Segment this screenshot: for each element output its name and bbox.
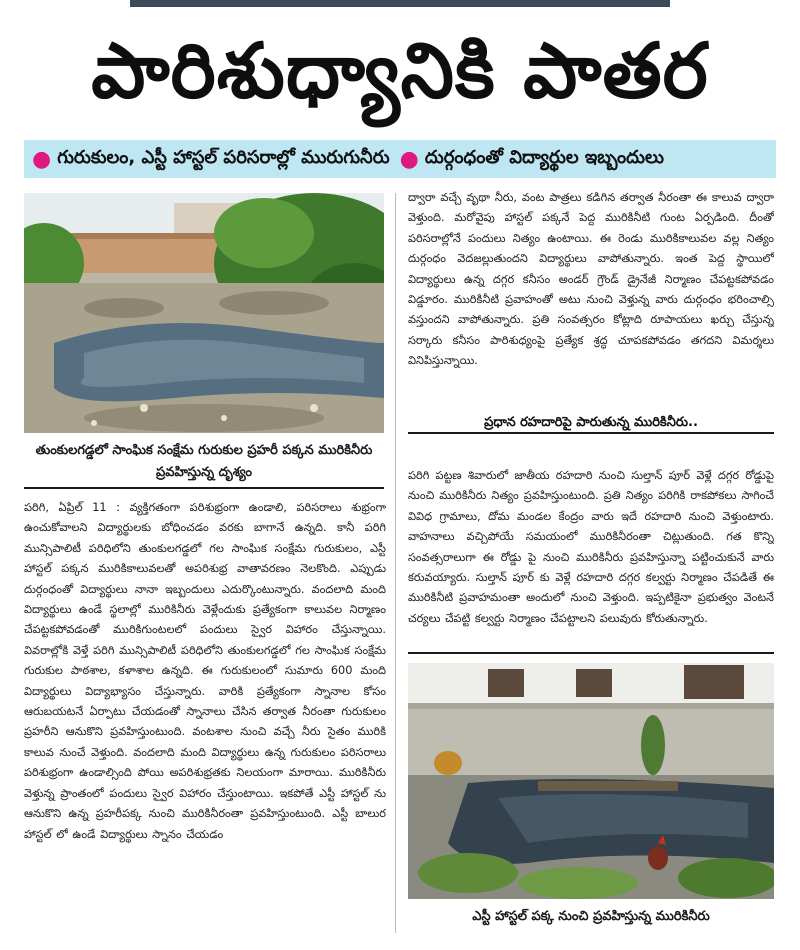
article-column-left: పరిగి, ఏప్రిల్ 11 : వ్యక్తిగతంగా పరిశుభ్రంగా ఉండాలి, పరిసరాలు శుభ్రంగా ఉంచుకోవాలని విద్యార్థులకు బోధించడం వరకు బాగానే ఉన్నది. కానీ పరిగి మున్సిపాలిటీ పరిధిలోని తుంకులగడ్డలో గల సాంఘిక సంక్షేమ గురుకులం, ఎస్టీ హాస్టల్ పక్కన మురికికాలువలతో అపరిశుభ్ర వాతావరణం నెలకొంది. ఎప్పుడు దుర్గంధంతో విద్యార్థులు నానా ఇబ్బందులు ఎదుర్కొంటున్నారు. వందలాది మంది విద్యార్థులు ఉండే స్థలాల్లో మురికినీరు వెళ్లేందుకు ప్రత్యేకంగా కాలువల నిర్మాణం చేపట్టకపోవడంతో మురికిగుంటలలో పందులు స్వైర విహారం చేస్తున్నాయి. వివరాల్లోకి వెళ్తే పరిగి మున్సిపాలిటీ పరిధిలోని తుంకులగడ్డలో గల సాంఘిక సంక్షేమ గురుకుల పాఠశాల, కళాశాల ఉన్నది. ఈ గురుకులంలో సుమారు 600 మంది విద్యార్థులు విద్యాభ్యాసం చేస్తున్నారు. వారికి ప్రత్యేకంగా స్నానాల కోసం ఆరుబయటనే ఏర్పాటు చేయడంతో స్నానాలు చేసిన తర్వాత నీరంతా గురుకులం ప్రహరీని ఆనుకొని ప్రవహిస్తుంటుంది. వంటశాల నుంచి వచ్చే నీరు సైతం మురికి కాలువ నుంచే వెళ్తుంది. వందలాది మంది విద్యార్థులు ఉన్న గురుకులం పరిసరాలు పరిశుభ్రంగా ఉండాల్సింది పోయి అపరిశుభ్రతకు నిలయంగా మారాయి. మురికినీరు వెళ్తున్న ప్రాంతంలో పందులు స్వైర విహారం చేస్తుంటాయి. ఇకపోతే ఎస్టీ హాస్టల్ ను ఆనుకొని ఉన్న ప్రహరీపక్క నుంచి మురికినీరంతా ప్రవహిస్తుంటుంది. ఎస్టీ బాలుర హాస్టల్ లో ఉండే విద్యార్థులు స్నానం చేయడం	[24, 501, 386, 841]
sewage-photo-gurukul	[24, 193, 384, 433]
divider	[24, 487, 384, 489]
bullet-icon: ●	[32, 146, 52, 172]
photo-caption: ఎస్టీ హాస్టల్ పక్క నుంచి ప్రవహిస్తున్న మురికినీరు	[472, 909, 710, 924]
column-divider	[395, 193, 396, 933]
photo-caption: తుంకులగడ్డలో సాంఘిక సంక్షేమ గురుకుల ప్రహరీ పక్కన మురికినీరు ప్రవహిస్తున్న దృశ్యం	[35, 443, 373, 480]
headline: పారిశుధ్యానికి పాతర	[91, 26, 709, 115]
article-column-right-mid: పరిగి పట్టణ శివారులో జాతీయ రహదారి నుంచి సుల్తాన్ పూర్ వెళ్లే దగ్గర రోడ్డుపై నుంచి మురికినీరు నిత్యం ప్రవహిస్తుంటుంది. ప్రతి నిత్యం పరిగికి రాకపోకలు సాగించే వివిధ గ్రామాలు, దోమ మండల కేంద్రం వారు ఇదే రహదారి నుంచి వెళ్తుంటారు. వాహనాలు వచ్చిపోయే సమయంలో మురికినీరంతా చిట్లుతుంది. గత కొన్ని సంవత్సరాలుగా ఈ రోడ్డు పై నుంచి మురికినీరు ప్రవహిస్తున్నా పట్టించుకునే వారు కరువయ్యారు. సుల్తాన్ పూర్ కు వెళ్లే రహదారి దగ్గర కల్వర్టు నిర్మాణం చేపడితే ఈ మురికినీటి ప్రవాహమంతా అందులో నుంచి వెళ్తుంది. ఇప్పటికైనా ప్రభుత్వం వెంటనే చర్యలు చేపట్టి కల్వర్టు నిర్మాణం చేపట్టాలని పలువురు కోరుతున్నారు.	[408, 469, 774, 625]
top-bar	[130, 0, 670, 7]
article-column-right-top: ద్వారా వచ్చే వృథా నీరు, వంట పాత్రలు కడిగిన తర్వాత నీరంతా ఈ కాలువ ద్వారా వెళ్తుంది. మరోవైపు హాస్టల్ పక్కనే పెద్ద మురికినీటి గుంట ఏర్పడింది. దీంతో పరిసరాల్లోనే పందులు నిత్యం ఉంటాయి. ఈ రెండు మురికికాలువల వల్ల నిత్యం దుర్గంధం వెదజల్లుతుందని విద్యార్థులు వాపోతున్నారు. ఇంత పెద్ద స్థాయిలో విద్యార్థులు ఉన్న దగ్గర కనీసం అండర్ గ్రౌండ్ డ్రైనేజీ నిర్మాణం చేపట్టకపోవడం విడ్డూరం. మురికినీటి ప్రవాహంతో అటు నుంచి వెళ్తున్న వారు దుర్గంధం భరించాల్సి వస్తుందని వాపోతున్నారు. ప్రతి సంవత్సరం కోట్లాది రూపాయలు ఖర్చు చేస్తున్న సర్కారు కనీసం పారిశుధ్యంపై ప్రత్యేక శ్రద్ధ చూపకపోవడం తగదని విమర్శలు వినిపిస్తున్నాయి.	[408, 191, 774, 368]
sewage-photo-hostel	[408, 663, 774, 899]
section-subtitle: ప్రధాన రహదారిపై పారుతున్న మురికినీరు..	[484, 415, 698, 430]
subhead-point-2: దుర్గంధంతో విద్యార్థుల ఇబ్బందులు	[424, 146, 665, 168]
subhead-point-1: గురుకులం, ఎస్టీ హాస్టల్ పరిసరాల్లో మురుగునీరు	[57, 146, 390, 168]
divider	[408, 652, 774, 654]
subhead-bar	[24, 140, 776, 178]
bullet-icon: ●	[399, 146, 419, 172]
